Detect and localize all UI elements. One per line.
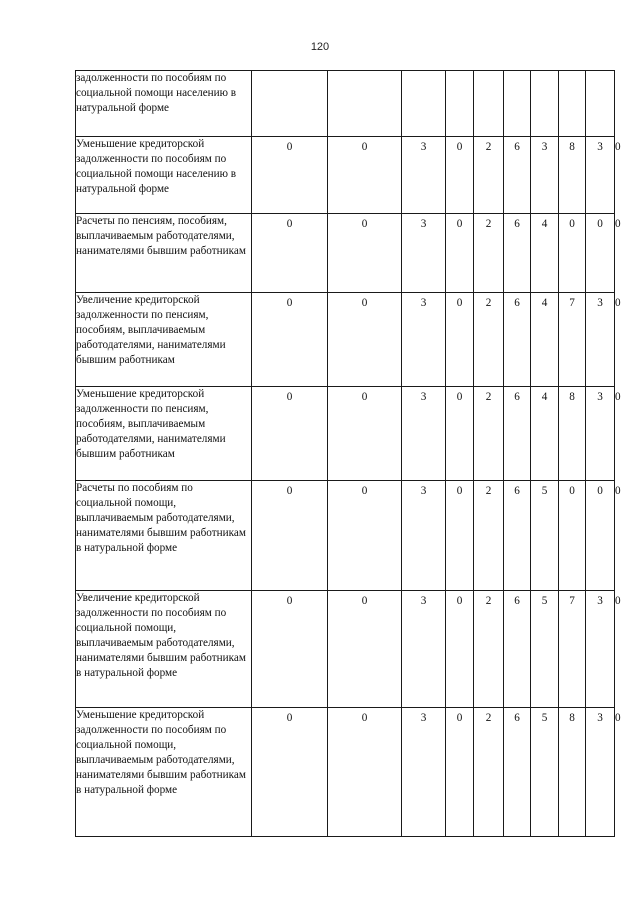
code-digit-cell: 5 bbox=[531, 591, 559, 708]
code-digit-cell: 6 bbox=[504, 591, 531, 708]
code-digit-cell: 0 bbox=[446, 137, 474, 214]
code-digit-cell: 0 bbox=[252, 708, 328, 837]
code-digit-cell: 8 bbox=[559, 708, 586, 837]
row-label-cell: Увеличение кредиторской задолженности по пенсиям, пособиям, выплачиваемым работодателями, нанимателями бывшим работникам bbox=[76, 293, 252, 387]
code-digit-cell: 2 bbox=[474, 591, 504, 708]
code-digit-cell: 4 bbox=[531, 387, 559, 481]
code-digit-cell: 6 bbox=[504, 293, 531, 387]
code-digit-cell: 0 bbox=[446, 387, 474, 481]
code-digit-cell: 3 bbox=[586, 708, 615, 837]
code-digit-cell: 3 bbox=[402, 293, 446, 387]
row-label-cell: Уменьшение кредиторской задолженности по пенсиям, пособиям, выплачиваемым работодателями, нанимателями бывшим работникам bbox=[76, 387, 252, 481]
code-digit-cell bbox=[531, 71, 559, 137]
code-digit-cell: 3 bbox=[586, 387, 615, 481]
table-row: Расчеты по пособиям по социальной помощи, выплачиваемым работодателями, нанимателями бывшим работникам в натуральной форме 0 0 3 0 2 6 5 0 0 0 bbox=[76, 481, 615, 591]
code-digit-cell: 2 bbox=[474, 293, 504, 387]
code-digit-cell: 0 bbox=[559, 481, 586, 591]
code-digit-cell: 0 bbox=[446, 591, 474, 708]
code-digit-cell: 6 bbox=[504, 214, 531, 293]
code-digit-cell: 3 bbox=[402, 708, 446, 837]
code-digit-cell: 3 bbox=[402, 387, 446, 481]
code-digit-cell: 0 bbox=[252, 591, 328, 708]
code-digit-cell: 0 bbox=[328, 591, 402, 708]
code-digit-cell: 5 bbox=[531, 708, 559, 837]
code-digit-cell: 0 bbox=[252, 293, 328, 387]
code-digit-cell: 0 bbox=[328, 387, 402, 481]
code-digit-cell: 3 bbox=[402, 481, 446, 591]
row-label-cell: Уменьшение кредиторской задолженности по пособиям по социальной помощи, выплачиваемым работодателями, нанимателями бывшим работникам в натуральной форме bbox=[76, 708, 252, 837]
code-digit-cell: 0 bbox=[328, 214, 402, 293]
code-digit-cell: 2 bbox=[474, 137, 504, 214]
code-digit-cell: 0 bbox=[252, 481, 328, 591]
code-digit-cell: 6 bbox=[504, 708, 531, 837]
table-body bbox=[76, 71, 621, 837]
code-digit-cell: 3 bbox=[586, 137, 615, 214]
row-label-cell: Уменьшение кредиторской задолженности по пособиям по социальной помощи населению в натуральной форме bbox=[76, 137, 252, 214]
code-digit-cell: 8 bbox=[559, 137, 586, 214]
code-digit-cell bbox=[559, 71, 586, 137]
row-label-cell: Расчеты по пособиям по социальной помощи, выплачиваемым работодателями, нанимателями бывшим работникам в натуральной форме bbox=[76, 481, 252, 591]
code-digit-cell: 0 bbox=[252, 387, 328, 481]
code-digit-cell: 2 bbox=[474, 387, 504, 481]
code-digit-cell: 2 bbox=[474, 708, 504, 837]
code-digit-cell: 6 bbox=[504, 137, 531, 214]
code-digit-cell bbox=[446, 71, 474, 137]
code-digit-cell bbox=[504, 71, 531, 137]
table-row: Увеличение кредиторской задолженности по пенсиям, пособиям, выплачиваемым работодателями, нанимателями бывшим работникам 0 0 3 0 2 6 4 7 3 0 bbox=[76, 293, 615, 387]
code-digit-cell: 0 bbox=[328, 137, 402, 214]
code-digit-cell: 6 bbox=[504, 387, 531, 481]
classification-table bbox=[75, 70, 621, 837]
code-digit-cell: 3 bbox=[531, 137, 559, 214]
code-digit-cell: 5 bbox=[531, 481, 559, 591]
row-label-cell: задолженности по пособиям по социальной помощи населению в натуральной форме bbox=[76, 71, 252, 137]
code-digit-cell: 6 bbox=[504, 481, 531, 591]
page-number: 120 bbox=[310, 41, 330, 53]
code-digit-cell: 2 bbox=[474, 214, 504, 293]
code-digit-cell: 3 bbox=[586, 591, 615, 708]
code-digit-cell: 0 bbox=[446, 214, 474, 293]
code-digit-cell: 0 bbox=[586, 481, 615, 591]
table-row: Уменьшение кредиторской задолженности по пособиям по социальной помощи, выплачиваемым работодателями, нанимателями бывшим работникам в натуральной форме 0 0 3 0 2 6 5 8 3 0 bbox=[76, 708, 615, 837]
code-digit-cell bbox=[586, 71, 615, 137]
code-digit-cell: 0 bbox=[328, 481, 402, 591]
code-digit-cell: 0 bbox=[559, 214, 586, 293]
code-digit-cell: 0 bbox=[328, 708, 402, 837]
row-label-cell: Увеличение кредиторской задолженности по пособиям по социальной помощи, выплачиваемым работодателями, нанимателями бывшим работникам в натуральной форме bbox=[76, 591, 252, 708]
table-row bbox=[76, 71, 615, 137]
code-digit-cell: 0 bbox=[446, 293, 474, 387]
code-digit-cell: 0 bbox=[446, 481, 474, 591]
code-digit-cell: 2 bbox=[474, 481, 504, 591]
code-digit-cell: 3 bbox=[586, 293, 615, 387]
code-digit-cell: 7 bbox=[559, 591, 586, 708]
code-digit-cell: 0 bbox=[252, 214, 328, 293]
code-digit-cell bbox=[402, 71, 446, 137]
table-row: Уменьшение кредиторской задолженности по пособиям по социальной помощи населению в натуральной форме 0 0 3 0 2 6 3 8 3 0 bbox=[76, 137, 615, 214]
code-digit-cell: 0 bbox=[446, 708, 474, 837]
code-digit-cell bbox=[328, 71, 402, 137]
code-digit-cell: 7 bbox=[559, 293, 586, 387]
code-digit-cell bbox=[252, 71, 328, 137]
code-digit-cell: 8 bbox=[559, 387, 586, 481]
code-digit-cell: 3 bbox=[402, 591, 446, 708]
code-digit-cell: 3 bbox=[402, 214, 446, 293]
code-digit-cell: 0 bbox=[328, 293, 402, 387]
code-digit-cell: 4 bbox=[531, 214, 559, 293]
code-digit-cell: 0 bbox=[252, 137, 328, 214]
table-row: Расчеты по пенсиям, пособиям, выплачиваемым работодателями, нанимателями бывшим работникам 0 0 3 0 2 6 4 0 0 0 bbox=[76, 214, 615, 293]
table-row: Уменьшение кредиторской задолженности по пенсиям, пособиям, выплачиваемым работодателями, нанимателями бывшим работникам 0 0 3 0 2 6 4 8 3 0 bbox=[76, 387, 615, 481]
row-label-cell: Расчеты по пенсиям, пособиям, выплачиваемым работодателями, нанимателями бывшим работникам bbox=[76, 214, 252, 293]
table-row: Увеличение кредиторской задолженности по пособиям по социальной помощи, выплачиваемым работодателями, нанимателями бывшим работникам в натуральной форме 0 0 3 0 2 6 5 7 3 0 bbox=[76, 591, 615, 708]
code-digit-cell: 0 bbox=[586, 214, 615, 293]
code-digit-cell: 4 bbox=[531, 293, 559, 387]
code-digit-cell bbox=[474, 71, 504, 137]
code-digit-cell: 3 bbox=[402, 137, 446, 214]
